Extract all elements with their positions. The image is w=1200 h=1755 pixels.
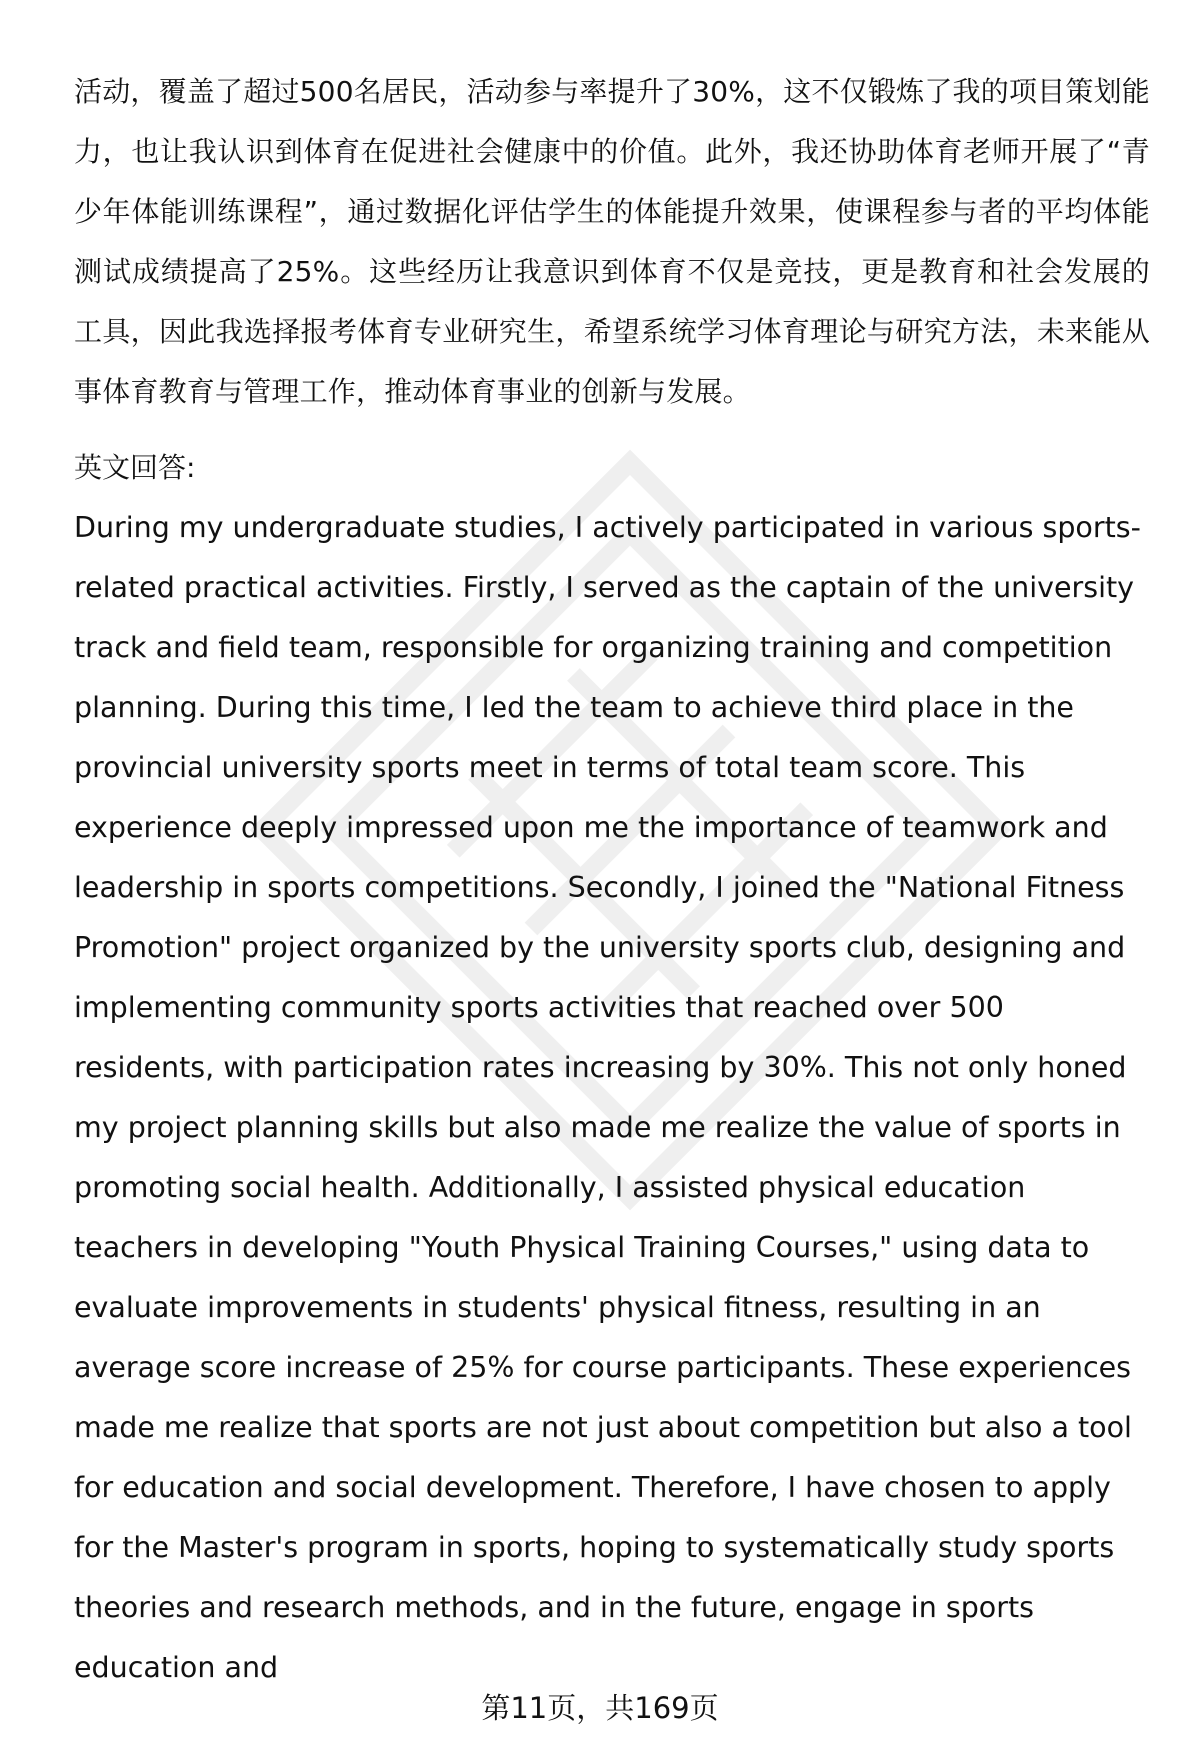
english-answer-paragraph: During my undergraduate studies, I actively participated in various sports-related practical activities. Firstly, I served as the captain of the university track and field team, responsible for organizing training and competition planning. During this time, I led the team to achieve third place in the provincial university sports meet in terms of total team score. This experience deeply impressed upon me the importance of teamwork and leadership in sports competitions. Secondly, I joined the "National Fitness Promotion" project organized by the university sports club, designing and implementing community sports activities that reached over 500 residents, with participation rates increasing by 30%. This not only honed my project planning skills but also made me realize the value of sports in promoting social health. Additionally, I assisted physical education teachers in developing "Youth Physical Training Courses," using data to evaluate improvements in students' physical fitness, resulting in an average score increase of 25% for course participants. These experiences made me realize that sports are not just about competition but also a tool for education and social development. Therefore, I have chosen to apply for the Master's program in sports, hoping to systematically study sports theories and research methods, and in the future, engage in sports education and (74, 511, 1141, 1684)
page-body (74, 62, 1150, 1698)
page-number-footer: 第11页，共169页 (481, 1691, 719, 1725)
chinese-answer-paragraph: 活动，覆盖了超过500名居民，活动参与率提升了30%，这不仅锻炼了我的项目策划能力，也让我认识到体育在促进社会健康中的价值。此外，我还协助体育老师开展了“青少年体能训练课程”，通过数据化评估学生的体能提升效果，使课程参与者的平均体能测试成绩提高了25%。这些经历让我意识到体育不仅是竞技，更是教育和社会发展的工具，因此我选择报考体育专业研究生，希望系统学习体育理论与研究方法，未来能从事体育教育与管理工作，推动体育事业的创新与发展。 (74, 75, 1150, 408)
english-answer-label: 英文回答: (74, 451, 196, 484)
